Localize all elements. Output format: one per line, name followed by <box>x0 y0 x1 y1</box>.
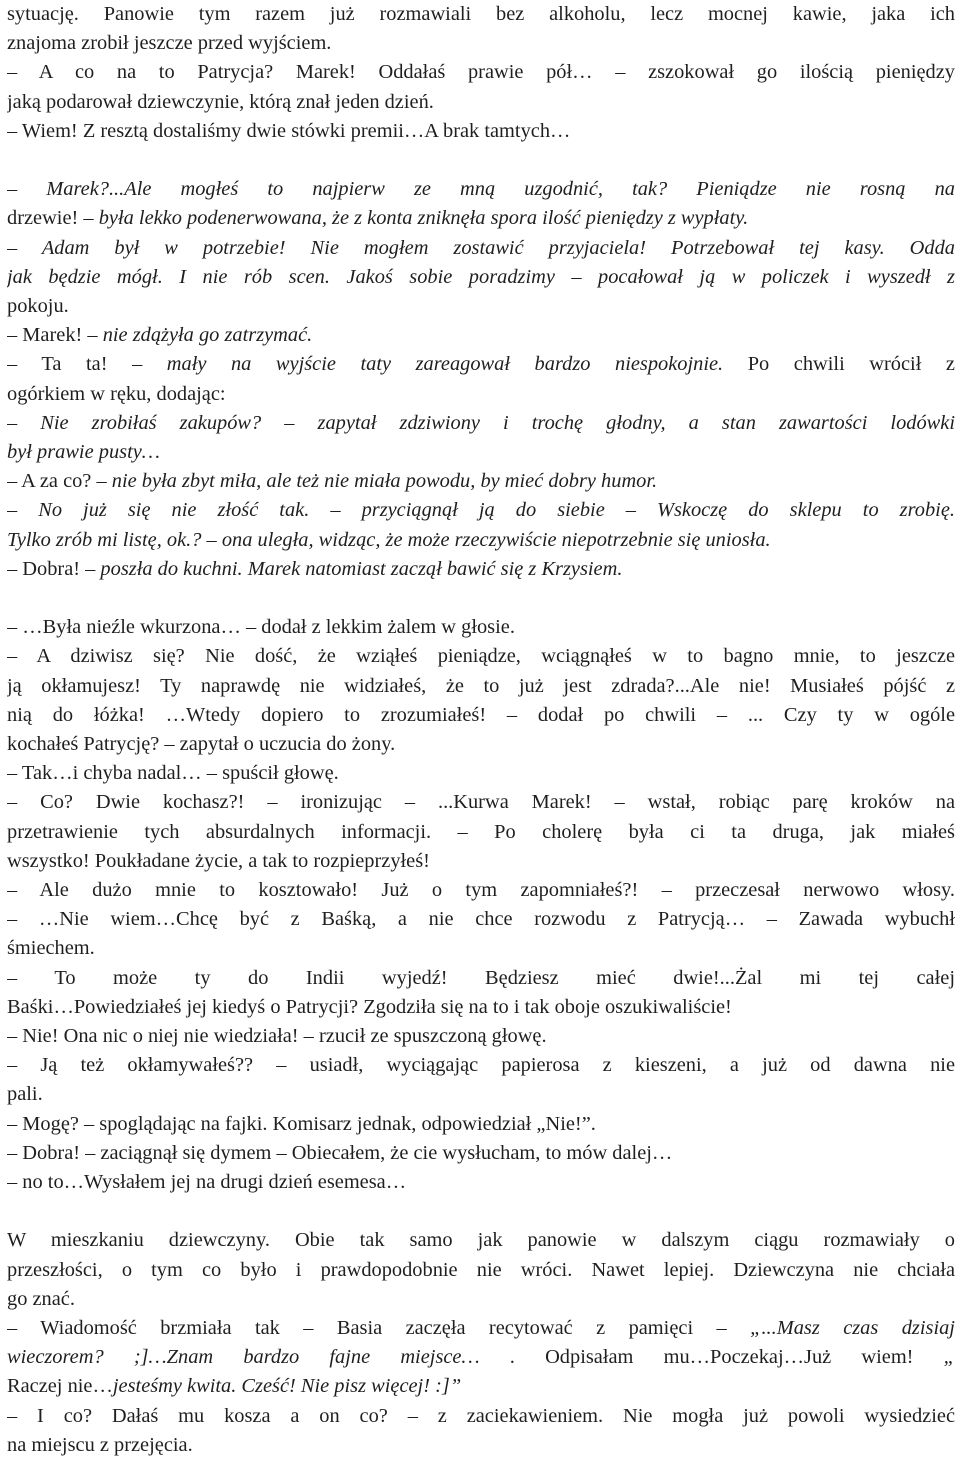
blank-line <box>7 146 955 175</box>
text-line <box>7 321 955 350</box>
text-line: był prawie pusty… <box>7 441 160 463</box>
text-span: – Marek! <box>7 324 88 347</box>
text-line <box>7 350 955 379</box>
text-line: – I co? Dałaś mu kosza a on co? – z zaciekawieniem. Nie mogła już powoli wysiedzieć <box>7 1404 955 1427</box>
text-span: „...Masz czas dzisiaj <box>750 1317 955 1339</box>
text-span: – nie była zbyt miła, ale też nie miała powodu, by mieć dobry humor. <box>96 470 658 493</box>
text-span: – Dobra! <box>7 557 86 580</box>
text-line <box>7 1372 955 1401</box>
text-span: – była lekko podenerwowana, że z konta zniknęła spora ilość pieniędzy z wypłaty. <box>83 207 749 230</box>
text-line: – Tak…i chyba nadal… – spuścił głowę. <box>7 762 339 785</box>
text-line: – Marek?...Ale mogłeś to najpierw ze mną uzgodnić, tak? Pieniądze nie rosną na <box>7 178 955 201</box>
text-line: – Dobra! – zaciągnął się dymem – Obiecałem, że cie wysłucham, to mów dalej… <box>7 1141 673 1164</box>
text-line: pali. <box>7 1083 43 1106</box>
text-span: – Wiadomość brzmiała tak – Basia zaczęła recytować z pamięci – <box>7 1317 751 1339</box>
text-line: – Mogę? – spoglądając na fajki. Komisarz jednak, odpowiedział „Nie!”. <box>7 1112 596 1135</box>
text-line: Tylko zrób mi listę, ok.? – ona uległa, widząc, że może rzeczywiście niepotrzebnie się uniosła. <box>7 528 771 551</box>
text-line: ją okłamujesz! Ty naprawdę nie widziałeś, że to już jest zdrada?...Ale nie! Musiałeś pójść z <box>7 674 955 697</box>
text-line: jaką podarował dziewczynie, którą znał jeden dzień. <box>7 90 434 113</box>
text-line <box>7 1314 955 1343</box>
text-span: „ <box>943 1346 955 1369</box>
text-line: wszystko! Poukładane życie, a tak to rozpieprzyłeś! <box>7 849 430 872</box>
text-line <box>7 204 955 233</box>
text-span: wieczorem? ;]…Znam bardzo fajne miejsce… <box>7 1346 510 1369</box>
text-line: na miejscu z przejęcia. <box>7 1433 193 1456</box>
text-line: – A co na to Patrycja? Marek! Oddałaś prawie pół… – zszokował go ilością pieniędzy <box>7 61 955 84</box>
text-span: jesteśmy kwita. Cześć! Nie pisz więcej! :]” <box>112 1375 462 1398</box>
text-span: – nie zdążyła go zatrzymać. <box>87 324 313 347</box>
text-line: Baśki…Powiedziałeś jej kiedyś o Patrycji? Zgodziła się na to i tak oboje oszukiwaliście! <box>7 995 732 1018</box>
text-line: go znać. <box>7 1287 75 1310</box>
text-line: nią do łóżka! …Wtedy dopiero to zrozumiałeś! – dodał po chwili – ... Czy ty w ogóle <box>7 703 955 726</box>
text-line: śmiechem. <box>7 937 95 960</box>
text-line: – no to…Wysłałem jej na drugi dzień esemesa… <box>7 1171 407 1193</box>
text-line: – To może ty do Indii wyjedź! Będziesz mieć dwie!...Żal mi tej całej <box>7 966 955 989</box>
text-line <box>7 555 955 584</box>
text-span: drzewie! <box>7 207 84 230</box>
blank-line <box>7 584 955 613</box>
text-line: – Ją też okłamywałeś?? – usiadł, wyciągając papierosa z kieszeni, a już od dawna nie <box>7 1054 955 1077</box>
blank-line <box>7 1197 955 1226</box>
text-line: – …Nie wiem…Chcę być z Baśką, a nie chce rozwodu z Patrycją… – Zawada wybuchł <box>7 908 955 931</box>
text-span: – mały na wyjście taty zareagował bardzo niespokojnie. <box>132 353 724 376</box>
text-span: . Odpisałam mu…Poczekaj…Już wiem! <box>509 1346 944 1369</box>
text-line: kochałeś Patrycję? – zapytał o uczucia do żony. <box>7 733 396 755</box>
text-line: ogórkiem w ręku, dodając: <box>7 382 226 405</box>
text-line: pokoju. <box>7 295 69 317</box>
text-line: – Ale dużo mnie to kosztowało! Już o tym zapomniałeś?! – przeczesał nerwowo włosy. <box>7 879 955 901</box>
text-line: znajoma zrobił jeszcze przed wyjściem. <box>7 32 332 55</box>
text-span: Raczej nie… <box>7 1375 113 1398</box>
text-line: – No już się nie złość tak. – przyciągnął ją do siebie – Wskoczę do sklepu to zrobię. <box>7 499 955 522</box>
text-line: – Nie zrobiłaś zakupów? – zapytał zdziwiony i trochę głodny, a stan zawartości lodówki <box>7 411 955 434</box>
text-line: – A dziwisz się? Nie dość, że wziąłeś pieniądze, wciągnąłeś w to bagno mnie, to jeszcze <box>7 645 955 668</box>
text-line <box>7 467 955 496</box>
text-line: przetrawienie tych absurdalnych informacji. – Po cholerę była ci ta druga, jak miałeś <box>7 820 955 843</box>
text-line: – Adam był w potrzebie! Nie mogłem zostawić przyjaciela! Potrzebował tej kasy. Odda <box>7 236 955 259</box>
text-span: – A za co? <box>7 470 97 493</box>
text-span: – Ta ta! <box>7 353 133 376</box>
text-line: przeszłości, o tym co było i prawdopodobnie nie wróci. Nawet lepiej. Dziewczyna nie chciała <box>7 1258 955 1281</box>
text-span: Po chwili wrócił z <box>723 353 955 376</box>
text-line <box>7 1343 955 1372</box>
text-line: – …Była nieźle wkurzona… – dodał z lekkim żalem w głosie. <box>7 616 515 639</box>
text-line: – Wiem! Z resztą dostaliśmy dwie stówki premii…A brak tamtych… <box>7 119 571 142</box>
text-line: W mieszkaniu dziewczyny. Obie tak samo jak panowie w dalszym ciągu rozmawiały o <box>7 1229 955 1252</box>
text-line: jak będzie mógł. I nie rób scen. Jakoś sobie poradzimy – pocałował ją w policzek i wyszedł z <box>7 265 955 288</box>
text-span: – poszła do kuchni. Marek natomiast zaczął bawić się z Krzysiem. <box>85 557 623 580</box>
text-line: – Co? Dwie kochasz?! – ironizując – ...Kurwa Marek! – wstał, robiąc parę kroków na <box>7 791 955 814</box>
text-line: sytuację. Panowie tym razem już rozmawiali bez alkoholu, lecz mocnej kawie, jaka ich <box>7 3 955 25</box>
text-line: – Nie! Ona nic o niej nie wiedziała! – rzucił ze spuszczoną głowę. <box>7 1025 547 1047</box>
